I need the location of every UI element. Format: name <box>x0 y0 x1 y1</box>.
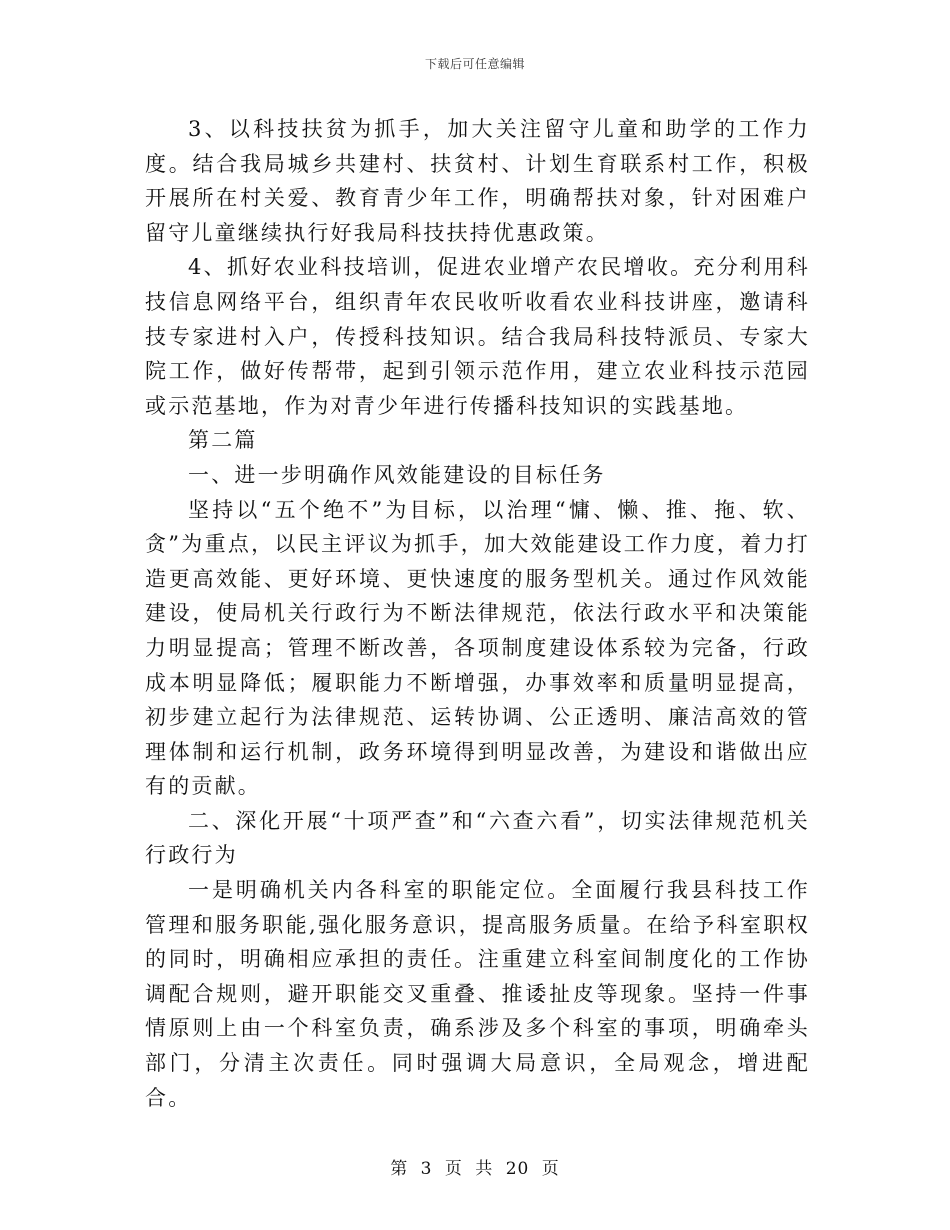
document-body <box>145 112 810 1115</box>
page-header: 下载后可任意编辑 <box>424 57 525 71</box>
paragraph-goals: 坚持以“五个绝不”为目标，以治理“慵、懒、推、拖、软、贪”为重点，以民主评议为抓手，加大效能建设工作力度，着力打造更高效能、更好环境、更快速度的服务型机关。通过作风效能建设，使局机关行政行为不断法律规范，依法行政水平和决策能力明显提高；管理不断改善，各项制度建设体系较为完备，行政成本明显降低；履职能力不断增强，办事效率和质量明显提高，初步建立起行为法律规范、运转协调、公正透明、廉洁高效的管理体制和运行机制，政务环境得到明显改善，为建设和谐做出应有的贡献。 <box>145 497 810 799</box>
page-number: 第 3 页 共 20 页 <box>390 1159 560 1179</box>
section-title: 第二篇 <box>188 428 258 453</box>
paragraph-item-3: 3、以科技扶贫为抓手，加大关注留守儿童和助学的工作力度。结合我局城乡共建村、扶贫村、计划生育联系村工作，积极开展所在村关爱、教育青少年工作，明确帮扶对象，针对困难户留守儿童继续执行好我局科技扶持优惠政策。 <box>145 117 810 245</box>
paragraph-item-4: 4、抓好农业科技培训，促进农业增产农民增收。充分利用科技信息网络平台，组织青年农民收听收看农业科技讲座，邀请科技专家进村入户，传授科技知识。结合我局科技特派员、专家大院工作，做好传帮带，起到引领示范作用，建立农业科技示范园或示范基地，作为对青少年进行传播科技知识的实践基地。 <box>145 255 810 418</box>
heading-2: 二、深化开展“十项严查”和“六查六看”，切实法律规范机关行政行为 <box>145 808 810 868</box>
paragraph-duties: 一是明确机关内各科室的职能定位。全面履行我县科技工作管理和服务职能,强化服务意识，提高服务质量。在给予科室职权的同时，明确相应承担的责任。注重建立科室间制度化的工作协调配合规则，避开职能交叉重叠、推诿扯皮等现象。坚持一件事情原则上由一个科室负责，确系涉及多个科室的事项，明确牵头部门，分清主次责任。同时强调大局意识，全局观念，增进配合。 <box>145 878 810 1110</box>
heading-1: 一、进一步明确作风效能建设的目标任务 <box>188 462 606 487</box>
